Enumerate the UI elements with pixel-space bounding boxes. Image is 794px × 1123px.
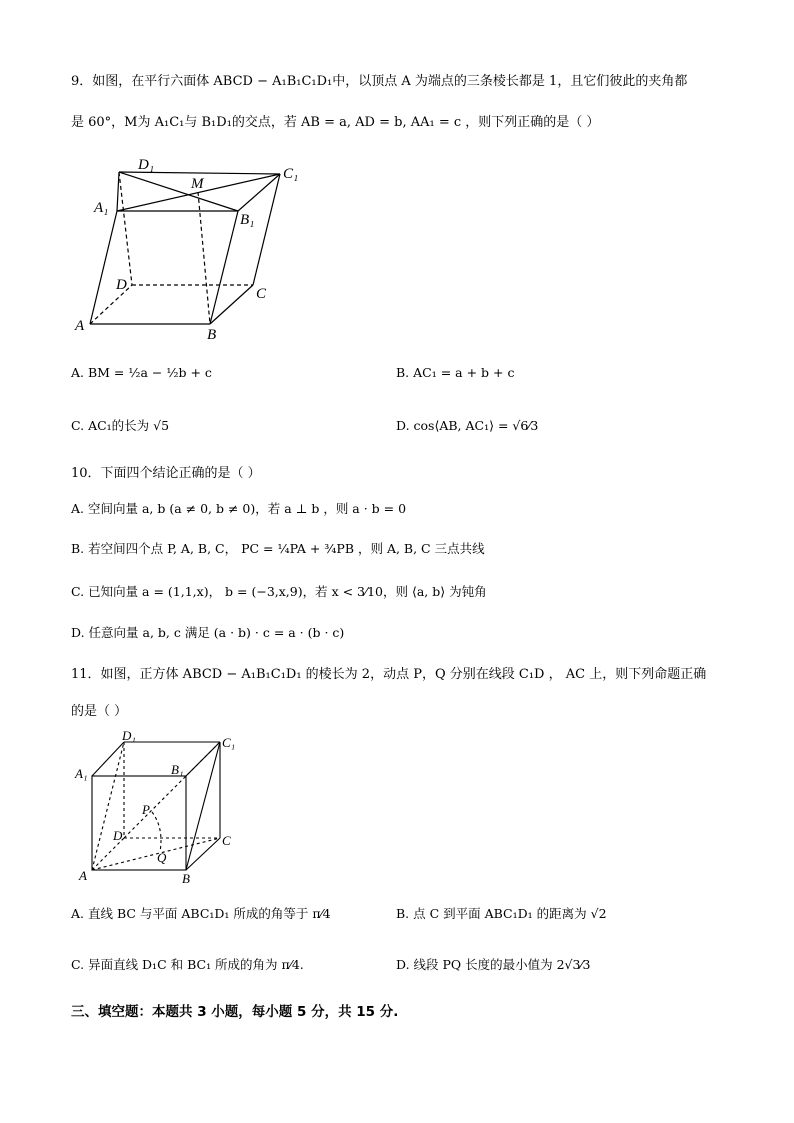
q11-cube-figure xyxy=(72,728,252,886)
label-A1: A₁ xyxy=(94,200,109,216)
label-C1: C₁ xyxy=(283,166,299,182)
q11-stem-line1: 11．如图，正方体 ABCD − A₁B₁C₁D₁ 的棱长为 2，动点 P，Q 分别在线段 C₁D ， AC 上，则下列命题正确 xyxy=(71,667,707,682)
label-D: D xyxy=(113,828,123,843)
q10-option-b[interactable]: B. 若空间四个点 P, A, B, C， PC = ¼PA + ¾PB ，则 A, B, C 三点共线 xyxy=(71,541,485,556)
label-D1: D₁ xyxy=(138,157,155,173)
q9-stem-line1: 9．如图，在平行六面体 ABCD − A₁B₁C₁D₁中，以顶点 A 为端点的三条棱长都是 1，且它们彼此的夹角都 xyxy=(71,74,688,89)
q9-stem-line2: 是 60°，M为 A₁C₁与 B₁D₁的交点，若 AB = a, AD = b, AA₁ = c ，则下列正确的是（ ） xyxy=(71,115,600,130)
label-B1: B₁ xyxy=(171,762,184,777)
label-Q: Q xyxy=(157,850,167,865)
label-C: C xyxy=(222,833,231,848)
label-M: M xyxy=(191,176,204,192)
section-3-heading: 三、填空题：本题共 3 小题，每小题 5 分，共 15 分. xyxy=(71,1004,399,1020)
q11-option-a[interactable]: A. 直线 BC 与平面 ABC₁D₁ 所成的角等于 π⁄4 xyxy=(71,906,331,921)
q11-stem-line2: 的是（ ） xyxy=(71,704,128,719)
label-B1: B₁ xyxy=(240,212,255,228)
q9-parallelepiped-figure xyxy=(70,152,310,342)
label-A: A xyxy=(75,318,85,334)
label-C: C xyxy=(256,286,267,302)
q9-option-d[interactable]: D. cos⟨AB, AC₁⟩ = √6⁄3 xyxy=(396,418,539,433)
q10-stem: 10．下面四个结论正确的是（ ） xyxy=(71,466,261,481)
q11-option-d[interactable]: D. 线段 PQ 长度的最小值为 2√3⁄3 xyxy=(396,957,591,972)
q10-option-a[interactable]: A. 空间向量 a, b (a ≠ 0, b ≠ 0)，若 a ⊥ b ，则 a · b = 0 xyxy=(71,501,407,516)
label-C1: C₁ xyxy=(222,735,236,750)
q10-option-c[interactable]: C. 已知向量 a = (1,1,x)， b = (−3,x,9)，若 x < 3⁄10，则 ⟨a, b⟩ 为钝角 xyxy=(71,584,487,599)
q11-option-c[interactable]: C. 异面直线 D₁C 和 BC₁ 所成的角为 π⁄4. xyxy=(71,957,304,972)
label-D: D xyxy=(116,277,127,293)
q11-option-b[interactable]: B. 点 C 到平面 ABC₁D₁ 的距离为 √2 xyxy=(396,906,607,921)
label-B: B xyxy=(207,327,217,342)
label-P: P xyxy=(142,802,150,817)
q9-option-b[interactable]: B. AC₁ = a + b + c xyxy=(396,365,515,380)
label-A: A xyxy=(79,868,87,883)
label-B: B xyxy=(182,871,190,886)
label-A1: A₁ xyxy=(75,766,88,781)
label-D1: D₁ xyxy=(122,728,136,743)
q9-option-a[interactable]: A. BM = ½a − ½b + c xyxy=(71,365,212,380)
q10-option-d[interactable]: D. 任意向量 a, b, c 满足 (a · b) · c = a · (b · c) xyxy=(71,625,345,640)
q9-option-c[interactable]: C. AC₁的长为 √5 xyxy=(71,418,170,433)
